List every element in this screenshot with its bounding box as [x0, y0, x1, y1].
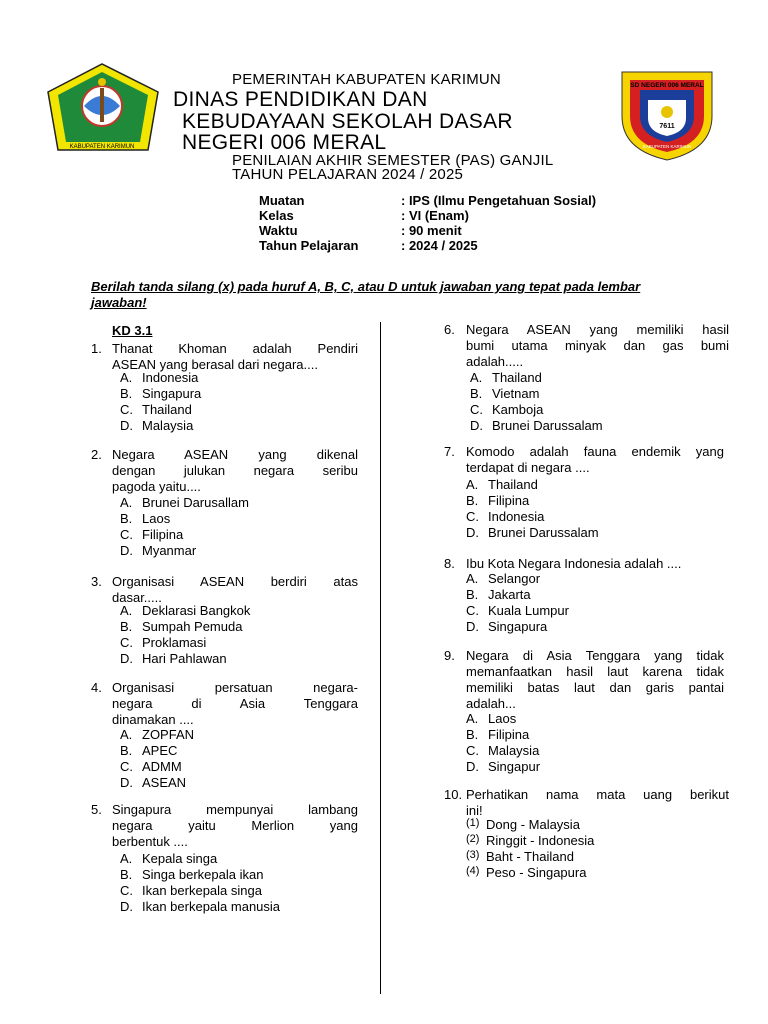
option-text: ASEAN [142, 775, 187, 790]
option-text: Indonesia [488, 509, 545, 524]
question-text-line: negara di Asia Tenggara [112, 696, 358, 711]
option-letter: B. [470, 386, 483, 401]
column-divider [380, 322, 381, 994]
option-text: Brunei Darussalam [492, 418, 603, 433]
option-text: Brunei Darusallam [142, 495, 249, 510]
question-text-line: ASEAN yang berasal dari negara.... [112, 357, 318, 372]
logo-left-caption: KABUPATEN KARIMUN [69, 144, 135, 150]
option-letter: C. [466, 509, 479, 524]
question-text-line: dasar..... [112, 590, 162, 605]
question-text-line: Singapura mempunyai lambang [112, 802, 358, 817]
question-text-line: Negara ASEAN yang memiliki hasil [466, 322, 729, 337]
question-text-line: Negara ASEAN yang dikenal [112, 447, 358, 462]
logo-right-bottom-text: KABUPATEN KARIMUN [642, 144, 692, 149]
option-letter: B. [466, 493, 479, 508]
question-number: 7. [444, 444, 455, 459]
option-letter: C. [120, 883, 133, 898]
option-letter: D. [466, 759, 479, 774]
option-letter: B. [466, 587, 479, 602]
header-agency-line2: KEBUDAYAAN SEKOLAH DASAR [182, 110, 513, 133]
option-text: Indonesia [142, 370, 199, 385]
option-letter: D. [466, 525, 479, 540]
option-letter: A. [120, 495, 133, 510]
question-text-line: memiliki batas laut dan garis pantai [466, 680, 724, 695]
section-label: KD 3.1 [112, 323, 153, 338]
info-label-tahun: Tahun Pelajaran [259, 238, 359, 253]
question-number: 3. [91, 574, 102, 589]
option-letter: D. [120, 899, 133, 914]
option-text: Baht - Thailand [486, 849, 574, 864]
question-text-line: Organisasi ASEAN berdiri atas [112, 574, 358, 589]
option-text: Thailand [488, 477, 538, 492]
option-letter: A. [120, 851, 133, 866]
option-text: Ikan berkepala manusia [142, 899, 281, 914]
info-value-tahun: : 2024 / 2025 [401, 238, 478, 253]
question-text-line: terdapat di negara .... [466, 460, 590, 475]
option-text: Kepala singa [142, 851, 218, 866]
option-text: Vietnam [492, 386, 540, 401]
header-government: PEMERINTAH KABUPATEN KARIMUN [232, 71, 501, 88]
option-letter: C. [120, 402, 133, 417]
option-letter: D. [466, 619, 479, 634]
option-text: Sumpah Pemuda [142, 619, 243, 634]
header-exam-title: PENILAIAN AKHIR SEMESTER (PAS) GANJIL [232, 152, 554, 169]
option-letter: C. [120, 527, 133, 542]
option-letter: B. [120, 743, 133, 758]
question-text-line: Ibu Kota Negara Indonesia adalah .... [466, 556, 682, 571]
info-value-kelas: : VI (Enam) [401, 208, 469, 223]
info-value-waktu: : 90 menit [401, 223, 462, 238]
option-letter: (1) [466, 817, 480, 829]
option-letter: C. [466, 603, 479, 618]
option-letter: A. [466, 711, 479, 726]
option-text: Kamboja [492, 402, 544, 417]
info-value-muatan: : IPS (Ilmu Pengetahuan Sosial) [401, 193, 597, 208]
option-letter: A. [466, 571, 479, 586]
option-text: Singapur [488, 759, 541, 774]
option-letter: (3) [466, 849, 480, 861]
option-text: Filipina [488, 727, 530, 742]
option-text: Peso - Singapura [486, 865, 587, 880]
question-text-line: adalah..... [466, 354, 524, 369]
option-text: ADMM [142, 759, 182, 774]
question-text-line: adalah... [466, 696, 516, 711]
question-text-line: dengan julukan negara seribu [112, 463, 358, 478]
option-letter: A. [470, 370, 483, 385]
option-text: Singapura [142, 386, 202, 401]
option-text: Hari Pahlawan [142, 651, 227, 666]
option-letter: A. [120, 370, 133, 385]
option-text: Selangor [488, 571, 541, 586]
option-text: Deklarasi Bangkok [142, 603, 251, 618]
question-text-line: Perhatikan nama mata uang berikut [466, 787, 729, 802]
option-letter: C. [466, 743, 479, 758]
option-text: Brunei Darussalam [488, 525, 599, 540]
option-text: APEC [142, 743, 178, 758]
option-letter: B. [466, 727, 479, 742]
option-letter: D. [120, 543, 133, 558]
option-letter: A. [120, 727, 133, 742]
option-text: Dong - Malaysia [486, 817, 580, 832]
question-number: 6. [444, 322, 455, 337]
option-text: Filipina [142, 527, 184, 542]
option-letter: A. [120, 603, 133, 618]
header-agency-line1: DINAS PENDIDIKAN DAN [173, 88, 428, 111]
info-label-kelas: Kelas [259, 208, 294, 223]
option-letter: D. [120, 418, 133, 433]
question-text-line: Komodo adalah fauna endemik yang [466, 444, 724, 459]
option-text: Filipina [488, 493, 530, 508]
info-label-muatan: Muatan [259, 193, 305, 208]
instruction-text [91, 279, 691, 311]
question-number: 9. [444, 648, 455, 663]
option-text: Jakarta [488, 587, 531, 602]
option-text: Singa berkepala ikan [142, 867, 264, 882]
question-number: 1. [91, 341, 102, 356]
question-text-line: negara yaitu Merlion yang [112, 818, 358, 833]
option-text: Thailand [492, 370, 542, 385]
header-academic-year-clipped: TAHUN PELAJARAN 2024 / 2025 [232, 166, 464, 183]
option-letter: C. [470, 402, 483, 417]
option-letter: C. [120, 759, 133, 774]
kabupaten-karimun-logo [44, 62, 162, 154]
option-letter: (2) [466, 833, 480, 845]
header-school-name: NEGERI 006 MERAL [182, 131, 387, 154]
option-text: Malaysia [488, 743, 540, 758]
option-text: Myanmar [142, 543, 197, 558]
question-text-line: memanfaatkan hasil laut karena tidak [466, 664, 724, 679]
option-text: Ikan berkepala singa [142, 883, 262, 898]
option-letter: C. [120, 635, 133, 650]
question-number: 2. [91, 447, 102, 462]
logo-right-arc-text: SD NEGERI 006 MERAL [630, 82, 704, 89]
option-text: Kuala Lumpur [488, 603, 569, 618]
option-letter: A. [466, 477, 479, 492]
option-letter: D. [470, 418, 483, 433]
option-text: Laos [488, 711, 517, 726]
option-text: Proklamasi [142, 635, 207, 650]
logo-right-number: 7611 [659, 123, 675, 130]
option-text: ZOPFAN [142, 727, 195, 742]
option-text: Singapura [488, 619, 548, 634]
option-letter: B. [120, 511, 133, 526]
instruction-content: Berilah tanda silang (x) pada huruf A, B, C, atau D untuk jawaban yang tepat pada lembar jawaban! [91, 279, 641, 310]
option-letter: B. [120, 867, 133, 882]
question-number: 4. [91, 680, 102, 695]
option-letter: D. [120, 651, 133, 666]
sd-negeri-006-meral-logo [616, 66, 718, 162]
option-letter: B. [120, 619, 133, 634]
option-letter: B. [120, 386, 133, 401]
question-text-line: Negara di Asia Tenggara yang tidak [466, 648, 724, 663]
question-text-line: berbentuk .... [112, 834, 188, 849]
question-number: 10. [444, 787, 463, 802]
option-text: Ringgit - Indonesia [486, 833, 595, 848]
question-text-line: dinamakan .... [112, 712, 194, 727]
info-label-waktu: Waktu [259, 223, 298, 238]
question-text-line: Thanat Khoman adalah Pendiri [112, 341, 358, 356]
option-text: Thailand [142, 402, 192, 417]
option-letter: D. [120, 775, 133, 790]
option-text: Malaysia [142, 418, 194, 433]
question-number: 8. [444, 556, 455, 571]
question-text-line: Organisasi persatuan negara- [112, 680, 358, 695]
question-number: 5. [91, 802, 102, 817]
option-letter: (4) [466, 865, 480, 877]
question-text-line: ini! [466, 803, 483, 818]
option-text: Laos [142, 511, 171, 526]
question-text-line: bumi utama minyak dan gas bumi [466, 338, 729, 353]
question-text-line: pagoda yaitu.... [112, 479, 201, 494]
